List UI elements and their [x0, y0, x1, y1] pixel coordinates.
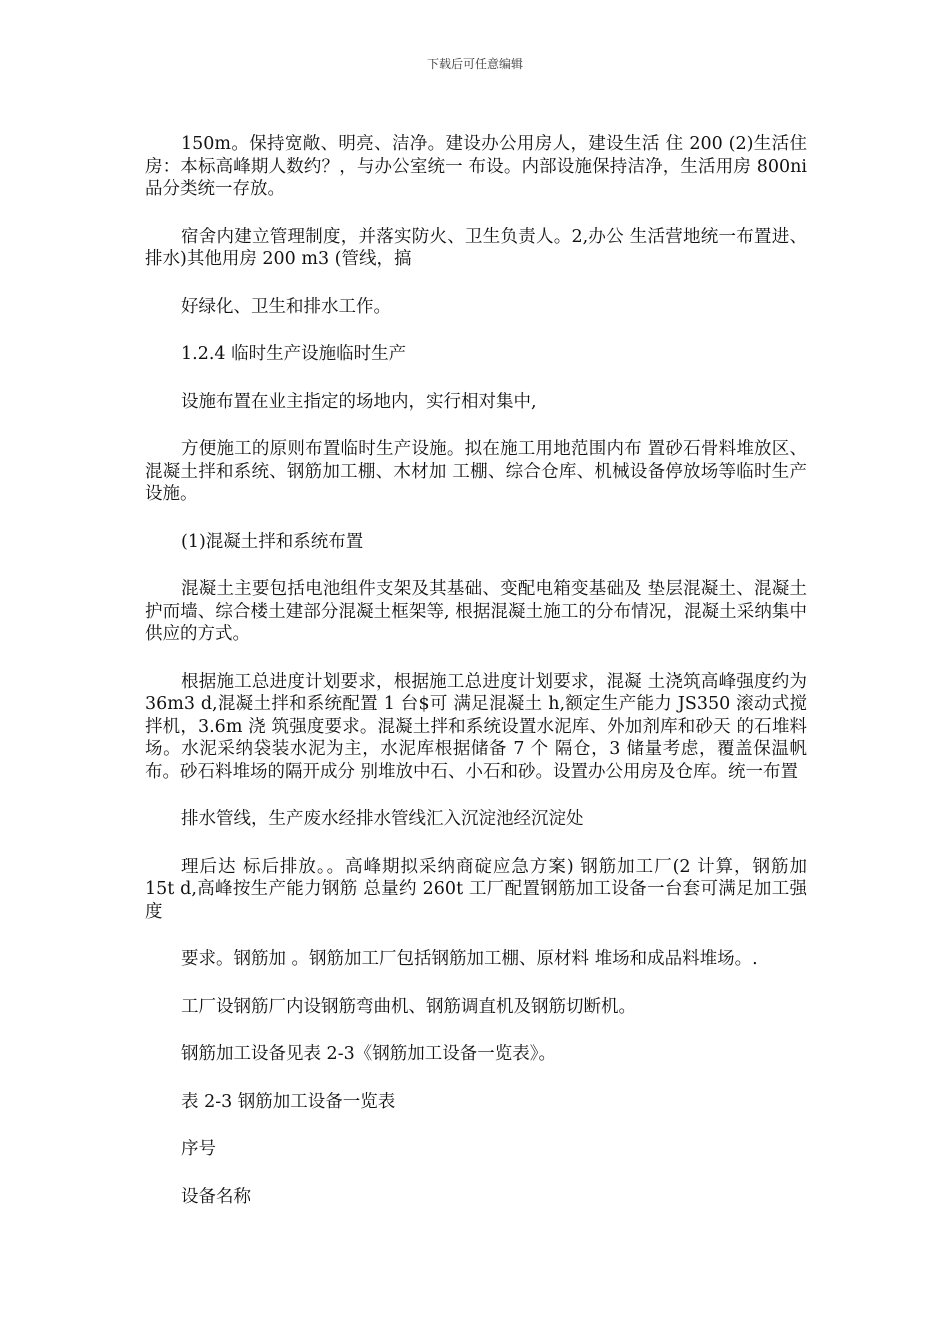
paragraph-rebar-requirements: 要求。钢筋加 。钢筋加工厂包括钢筋加工棚、原材料 堆场和成品料堆场。.	[181, 949, 758, 969]
paragraph-dormitory-management: 宿舍内建立管理制度，并落实防火、卫生负责人。2,办公 生活营地统一布置进、排水)其他用房 200 m3 (管线，搞	[145, 226, 807, 269]
subheading-concrete-mixing: (1)混凝土拌和系统布置	[181, 531, 364, 552]
paragraph-living-facilities: 150m。保持宽敞、明亮、洁净。建设办公用房人，建设生活 住 200 (2)生活住房：本标高峰期人数约？，与办公室统一 布设。内部设施保持洁净，生活用房 800ni 品分类统一存放。	[145, 134, 807, 199]
document-body	[145, 133, 807, 1208]
paragraph-concrete-plan: 根据施工总进度计划要求，根据施工总进度计划要求，混凝 土浇筑高峰强度约为 36m3 d,混凝土拌和系统配置 1 台$可 满足混凝土 h,额定生产能力 JS350 滚动式搅拌机，3.6m 浇 筑强度要求。混凝土拌和系统设置水泥库、外加剂库和砂天 的石堆料场。水泥采纳袋装水泥为主，水泥库根据储备 7 个 隔仓，3 储量考虑，覆盖保温帆布。砂石料堆场的隔开成分 别堆放中石、小石和砂。设置办公用房及仓库。统一布置	[145, 671, 807, 782]
table-header-equipment-name: 设备名称	[181, 1186, 251, 1207]
paragraph-rebar-machines: 工厂设钢筋厂内设钢筋弯曲机、钢筋调直机及钢筋切断机。	[181, 996, 636, 1017]
paragraph-table-reference: 钢筋加工设备见表 2-3《钢筋加工设备一览表》。	[181, 1044, 556, 1064]
page-header-note: 下载后可任意编辑	[426, 57, 523, 71]
paragraph-concrete-scope: 混凝土主要包括电池组件支架及其基础、变配电箱变基础及 垫层混凝土、混凝土护而墙、综合楼土建部分混凝土框架等, 根据混凝土施工的分布情况，混凝土采纳集中供应的方式。	[145, 579, 807, 644]
paragraph-facility-location: 设施布置在业主指定的场地内，实行相对集中,	[181, 391, 537, 412]
table-header-serial-number: 序号	[181, 1139, 216, 1159]
paragraph-drainage: 排水管线，生产废水经排水管线汇入沉淀池经沉淀处	[181, 809, 584, 829]
section-heading-temporary-production: 1.2.4 临时生产设施临时生产	[181, 344, 407, 364]
table-caption: 表 2-3 钢筋加工设备一览表	[181, 1091, 396, 1112]
paragraph-facility-layout: 方便施工的原则布置临时生产设施。拟在施工用地范围内布 置砂石骨料堆放区、混凝土拌和系统、钢筋加工棚、木材加 工棚、综合仓库、机械设备停放场等临时生产设施。	[145, 439, 807, 504]
paragraph-rebar-plant: 理后达 标后排放。。高峰期拟采纳商碇应急方案) 钢筋加工厂(2 计算，钢筋加 15t d,高峰按生产能力钢筋 总量约 260t 工厂配置钢筋加工设备一台套可满足加工强度	[145, 856, 807, 922]
paragraph-greening: 好绿化、卫生和排水工作。	[181, 296, 391, 317]
